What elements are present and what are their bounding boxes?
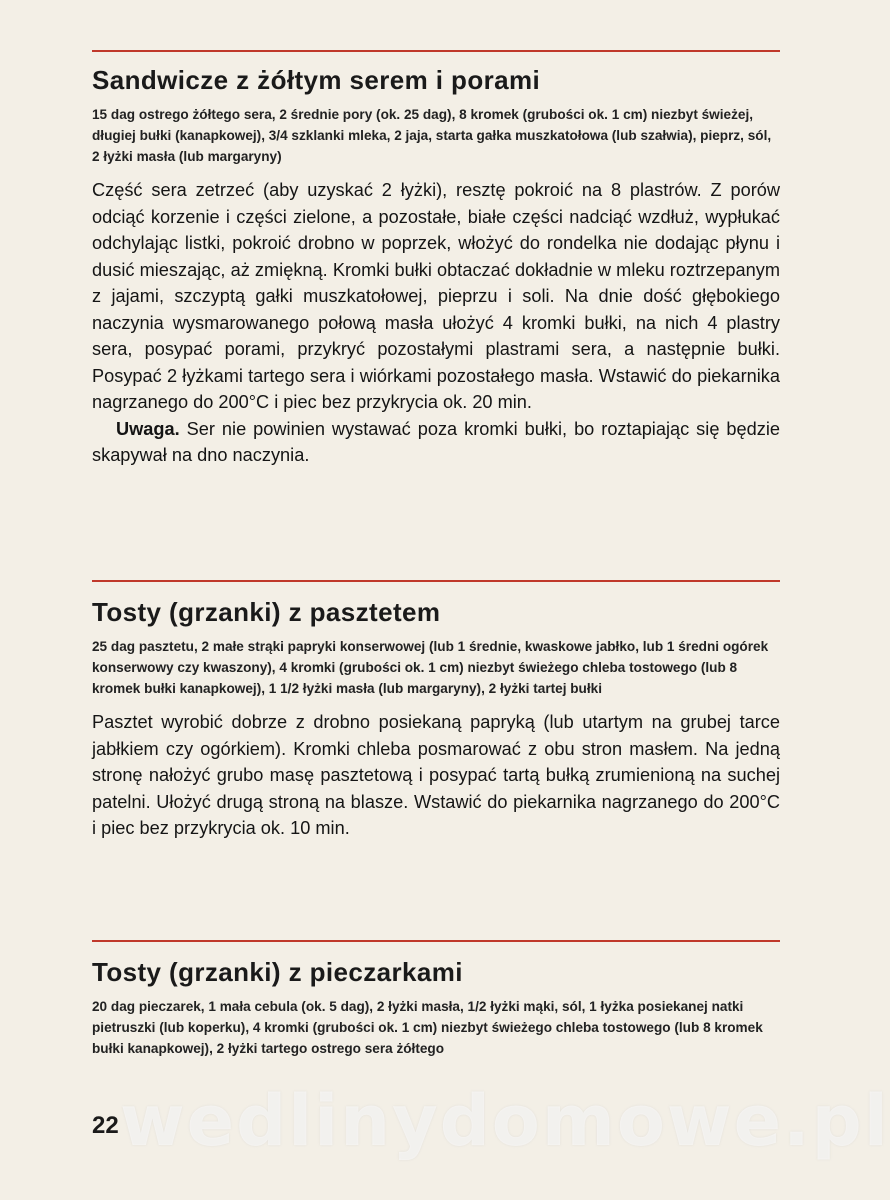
recipe-ingredients: 15 dag ostrego żółtego sera, 2 średnie pory (ok. 25 dag), 8 kromek (grubości ok. 1 cm) niezbyt świeżej, długiej bułki (kanapkowej), 3/4 szklanki mleka, 2 jaja, starta gałka muszkatołowa (lub szałwia), pieprz, sól, 2 łyżki masła (lub margaryny) — [92, 107, 772, 164]
section-divider — [92, 580, 780, 582]
recipe-sandwicze — [92, 64, 780, 469]
recipe-title: Tosty (grzanki) z pasztetem — [92, 597, 441, 627]
note-label: Uwaga. — [116, 418, 180, 439]
recipe-note — [92, 416, 780, 469]
recipe-directions: Część sera zetrzeć (aby uzyskać 2 łyżki), resztę pokroić na 8 plastrów. Z porów odciąć korzenie i części zielone, a pozostałe, białe części nadciąć wzdłuż, wypłukać odchylając listki, pokroić drobno w poprzek, włożyć do rondelka nie dodając płynu i dusić mieszając, aż zmiękną. Kromki bułki obtaczać dokładnie w mleku roztrzepanym z jajami, szczyptą gałki muszkatołowej, pieprzu i soli. Na dnie dość głębokiego naczynia wysmarowanego połową masła ułożyć 4 kromki bułki, na nich 4 plastry sera, posypać porami, przykryć pozostałymi plastrami sera, a następnie bułki. Posypać 2 łyżkami tartego sera i wiórkami pozostałego masła. Wstawić do piekarnika nagrzanego do 200°C i piec bez przykrycia ok. 20 min. — [92, 180, 780, 412]
recipe-ingredients: 20 dag pieczarek, 1 mała cebula (ok. 5 dag), 2 łyżki masła, 1/2 łyżki mąki, sól, 1 łyżka posiekanej natki pietruszki (lub koperku), 4 kromki (grubości ok. 1 cm) niezbyt świeżego chleba tostowego (lub 8 kromek bułki kanapkowej), 2 łyżki tartego ostrego sera żółtego — [92, 999, 763, 1056]
section-divider — [92, 50, 780, 52]
recipe-ingredients: 25 dag pasztetu, 2 małe strąki papryki konserwowej (lub 1 średnie, kwaskowe jabłko, lub 1 średni ogórek konserwowy czy kwaszony), 4 kromki (grubości ok. 1 cm) niezbyt świeżego chleba tostowego (lub 8 kromek bułki kanapkowej), 1 1/2 łyżki masła (lub margaryny), 2 łyżki tartej bułki — [92, 639, 769, 696]
recipe-directions: Pasztet wyrobić dobrze z drobno posiekaną papryką (lub utartym na grubej tarce jabłkiem czy ogórkiem). Kromki chleba posmarować z obu stron masłem. Na jedną stronę nałożyć grubo masę pasztetową i posypać tartą bułką zrumienioną na suchej patelni. Ułożyć drugą stroną na blasze. Wstawić do piekarnika nagrzanego do 200°C i piec bez przykrycia ok. 10 min. — [92, 712, 780, 838]
recipe-tosty-pieczarki — [92, 956, 780, 1059]
book-page — [92, 0, 782, 1200]
recipe-title: Sandwicze z żółtym serem i porami — [92, 65, 541, 95]
recipe-tosty-pasztet — [92, 596, 780, 842]
note-text: Ser nie powinien wystawać poza kromki bułki, bo roztapiając się będzie skapywał na dno naczynia. — [92, 418, 780, 465]
page-number: 22 — [92, 1112, 119, 1139]
section-divider — [92, 940, 780, 942]
watermark: wedlinydomowe.pl — [120, 1080, 890, 1162]
recipe-title: Tosty (grzanki) z pieczarkami — [92, 957, 463, 987]
